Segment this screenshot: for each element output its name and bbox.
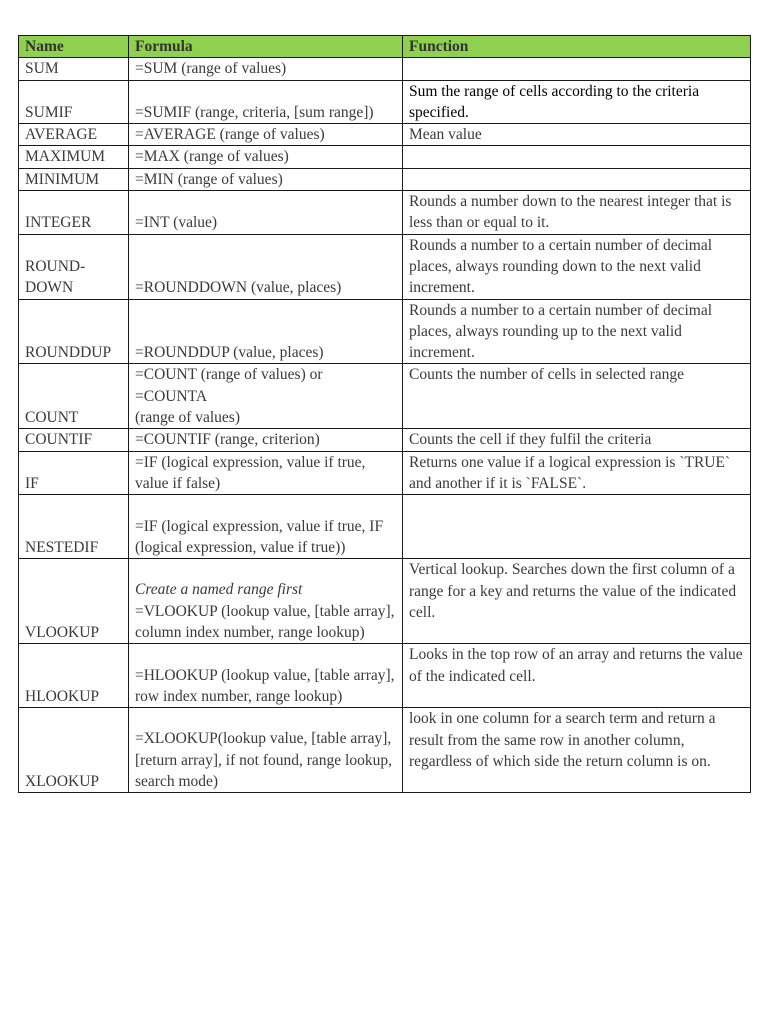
header-formula: Formula bbox=[129, 36, 403, 58]
header-name: Name bbox=[19, 36, 129, 58]
row-formula-vlookup bbox=[129, 559, 403, 644]
row-formula-sum: =SUM (range of values) bbox=[129, 58, 403, 80]
table-row bbox=[19, 495, 751, 559]
table-row bbox=[19, 451, 751, 495]
row-function-hlookup: Looks in the top row of an array and returns the value of the indicated cell. bbox=[403, 644, 751, 708]
table-row bbox=[19, 80, 751, 124]
table-row bbox=[19, 168, 751, 190]
row-function-if: Returns one value if a logical expression is `TRUE` and another if it is `FALSE`. bbox=[403, 451, 751, 495]
row-name-nestedif: NESTEDIF bbox=[19, 495, 129, 559]
table-row bbox=[19, 58, 751, 80]
table-row bbox=[19, 429, 751, 451]
row-function-countif: Counts the cell if they fulfil the criteria bbox=[403, 429, 751, 451]
table-row bbox=[19, 234, 751, 299]
row-name-roundup: ROUNDDUP bbox=[19, 299, 129, 364]
row-name-sumif: SUMIF bbox=[19, 80, 129, 124]
row-formula-integer: =INT (value) bbox=[129, 191, 403, 235]
table-row bbox=[19, 299, 751, 364]
table-row bbox=[19, 364, 751, 429]
row-name-if: IF bbox=[19, 451, 129, 495]
row-name-sum: SUM bbox=[19, 58, 129, 80]
table-row bbox=[19, 146, 751, 168]
row-formula-rounddown: =ROUNDDOWN (value, places) bbox=[129, 234, 403, 299]
count-formula-line-2: (range of values) bbox=[135, 409, 241, 427]
count-formula-line-1: =COUNT (range of values) or =COUNTA bbox=[135, 366, 323, 405]
row-formula-hlookup: =HLOOKUP (lookup value, [table array], row index number, range lookup) bbox=[129, 644, 403, 708]
row-function-vlookup: Vertical lookup. Searches down the first column of a range for a key and returns the value of the indicated cell. bbox=[403, 559, 751, 644]
row-function-maximum bbox=[403, 146, 751, 168]
row-name-count: COUNT bbox=[19, 364, 129, 429]
row-name-average: AVERAGE bbox=[19, 124, 129, 146]
table-row bbox=[19, 708, 751, 793]
row-function-nestedif bbox=[403, 495, 751, 559]
row-function-rounddown: Rounds a number to a certain number of decimal places, always rounding down to the next valid increment. bbox=[403, 234, 751, 299]
row-name-hlookup: HLOOKUP bbox=[19, 644, 129, 708]
row-name-maximum: MAXIMUM bbox=[19, 146, 129, 168]
row-formula-average: =AVERAGE (range of values) bbox=[129, 124, 403, 146]
row-formula-sumif: =SUMIF (range, criteria, [sum range]) bbox=[129, 80, 403, 124]
row-name-rounddown: ROUND-DOWN bbox=[19, 234, 129, 299]
row-name-minimum: MINIMUM bbox=[19, 168, 129, 190]
vlookup-formula-text: =VLOOKUP (lookup value, [table array], column index number, range lookup) bbox=[135, 602, 395, 641]
row-function-sumif: Sum the range of cells according to the criteria specified. bbox=[403, 80, 751, 124]
row-function-xlookup: look in one column for a search term and return a result from the same row in another column, regardless of which side the return column is on. bbox=[403, 708, 751, 793]
row-function-count: Counts the number of cells in selected range bbox=[403, 364, 751, 429]
row-name-integer: INTEGER bbox=[19, 191, 129, 235]
vlookup-note: Create a named range first bbox=[135, 581, 303, 599]
row-function-sum bbox=[403, 58, 751, 80]
row-function-integer: Rounds a number down to the nearest integer that is less than or equal to it. bbox=[403, 191, 751, 235]
row-name-xlookup: XLOOKUP bbox=[19, 708, 129, 793]
row-name-vlookup: VLOOKUP bbox=[19, 559, 129, 644]
table-row bbox=[19, 644, 751, 708]
row-formula-minimum: =MIN (range of values) bbox=[129, 168, 403, 190]
row-formula-countif: =COUNTIF (range, criterion) bbox=[129, 429, 403, 451]
row-formula-count bbox=[129, 364, 403, 429]
row-formula-xlookup: =XLOOKUP(lookup value, [table array], [return array], if not found, range lookup, search mode) bbox=[129, 708, 403, 793]
table-header-row bbox=[19, 36, 751, 58]
table-row bbox=[19, 124, 751, 146]
row-name-countif: COUNTIF bbox=[19, 429, 129, 451]
row-formula-roundup: =ROUNDDUP (value, places) bbox=[129, 299, 403, 364]
header-function: Function bbox=[403, 36, 751, 58]
row-formula-maximum: =MAX (range of values) bbox=[129, 146, 403, 168]
row-formula-nestedif: =IF (logical expression, value if true, IF (logical expression, value if true)) bbox=[129, 495, 403, 559]
excel-functions-table bbox=[18, 35, 751, 793]
row-function-minimum bbox=[403, 168, 751, 190]
table-row bbox=[19, 191, 751, 235]
table-row bbox=[19, 559, 751, 644]
row-function-roundup: Rounds a number to a certain number of decimal places, always rounding up to the next valid increment. bbox=[403, 299, 751, 364]
row-formula-if: =IF (logical expression, value if true, value if false) bbox=[129, 451, 403, 495]
row-function-average: Mean value bbox=[403, 124, 751, 146]
